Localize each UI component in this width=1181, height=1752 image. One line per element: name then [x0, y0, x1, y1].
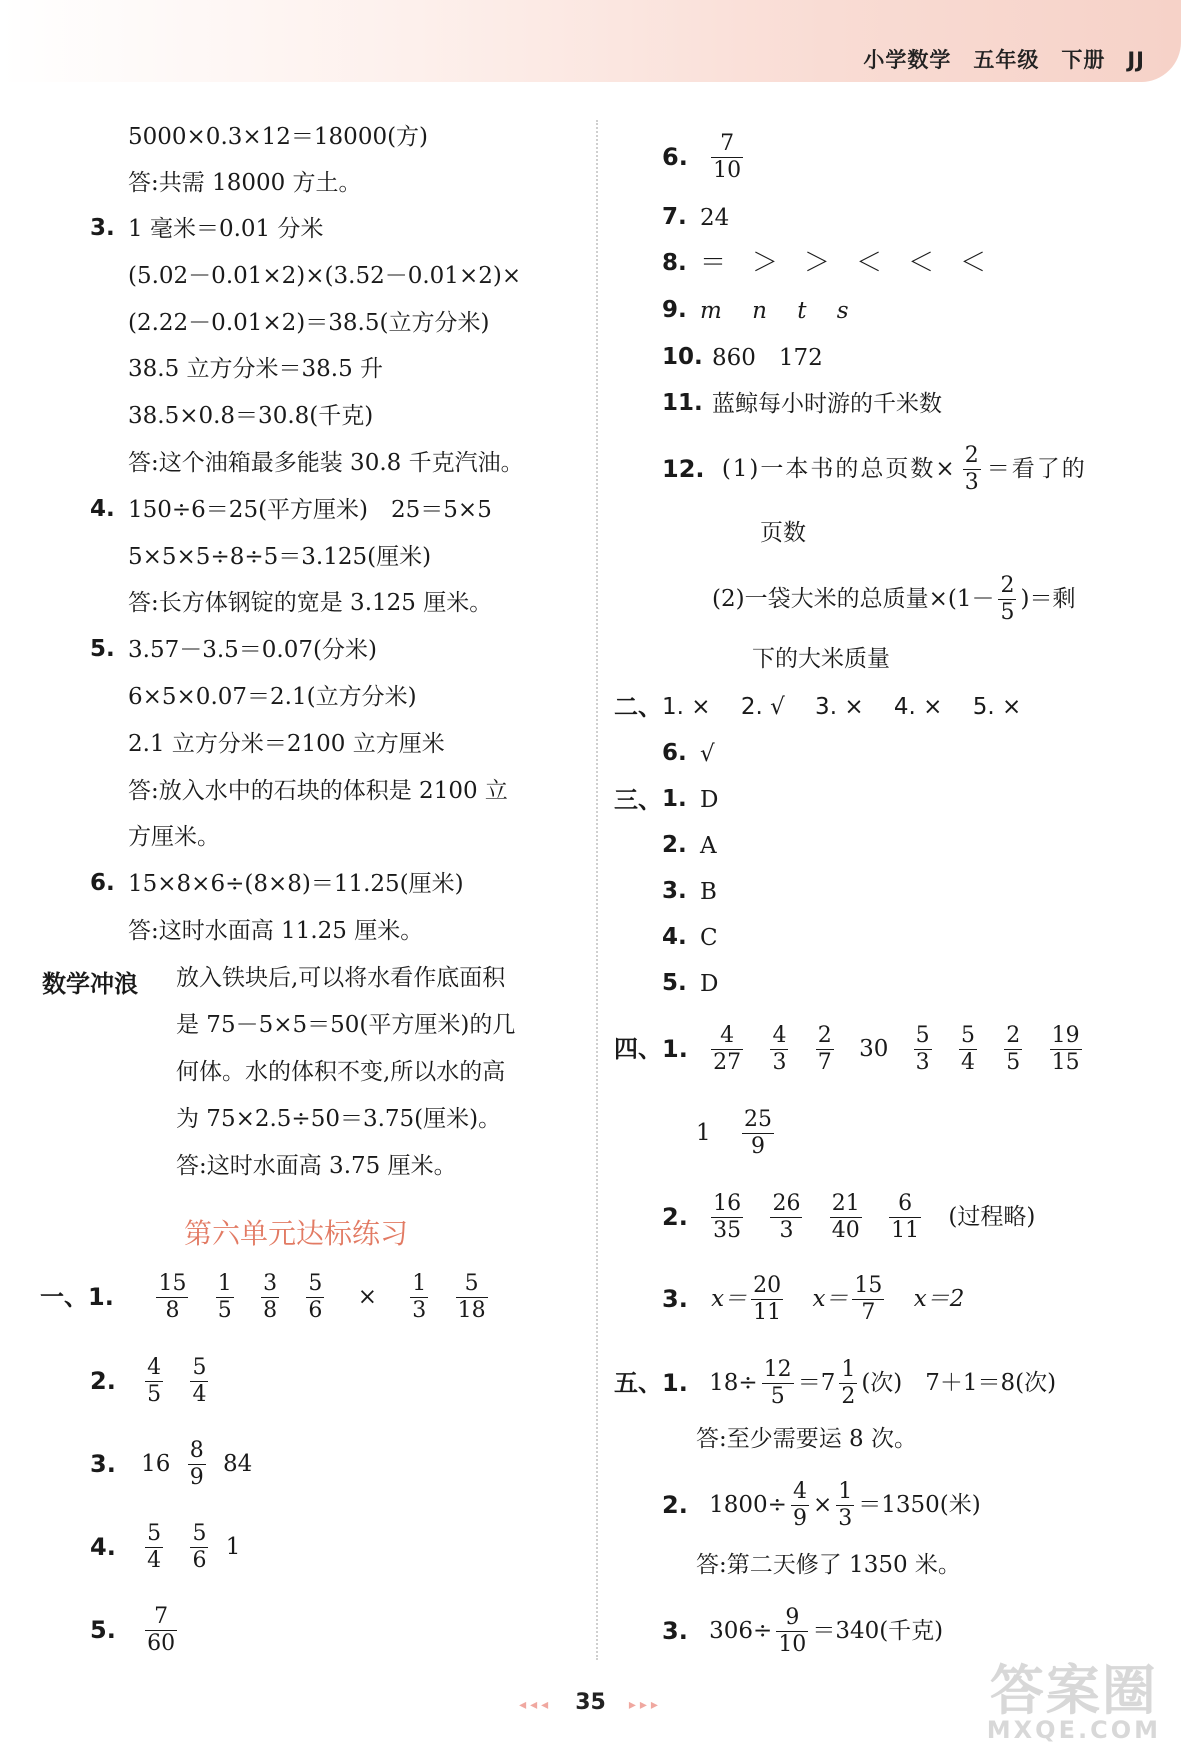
column-divider: [596, 120, 598, 1660]
answer-note: (过程略): [948, 1204, 1036, 1230]
answer-line: 答:共需 18000 方土。: [128, 170, 362, 196]
equation-text: ＝1350(米): [858, 1492, 981, 1518]
answer-line: 答:第二天修了 1350 米。: [696, 1552, 961, 1578]
fraction: $\frac{2}{7}$: [817, 1022, 832, 1075]
fraction: $\frac{2}{5}$: [1006, 1022, 1021, 1075]
section-label: 四、: [614, 1035, 662, 1063]
question-number: 7.: [662, 204, 687, 230]
question-number: 6.: [662, 740, 687, 766]
answer-row: [712, 566, 1075, 631]
answer-row: [90, 1514, 240, 1579]
answer-value: 30: [859, 1036, 889, 1062]
fraction: $\frac{7}{60}$: [147, 1603, 176, 1656]
answer-line: 3.57－3.5＝0.07(分米): [128, 637, 377, 663]
answer-text: 下的大米质量: [752, 646, 890, 672]
fraction: $\frac{15}{8}$: [158, 1270, 187, 1323]
header-label: [841, 44, 1145, 74]
next-arrows-icon: ▸▸▸: [628, 1697, 662, 1713]
challenge-line: 答:这时水面高 3.75 厘米。: [176, 1153, 457, 1179]
question-number: 3.: [662, 878, 687, 904]
answer-row: [662, 436, 1087, 501]
fraction: $\frac{5}{18}$: [457, 1270, 486, 1323]
question-number: 3.: [90, 1450, 116, 1478]
answer-value: 84: [223, 1451, 253, 1477]
answer-text: (1－: [947, 586, 995, 612]
fraction: $\frac{1}{2}$: [841, 1356, 856, 1409]
answer-line: 方厘米。: [128, 824, 220, 850]
fraction: $\frac{5}{4}$: [147, 1520, 162, 1573]
page-number: 35: [575, 1690, 606, 1715]
cross-mark: ×: [357, 1284, 377, 1310]
answer-line: 答:至少需要运 8 次。: [696, 1426, 918, 1452]
answer-value: 860 172: [712, 345, 823, 371]
fraction: $\frac{16}{35}$: [713, 1190, 742, 1243]
question-number: 10.: [662, 344, 703, 370]
answer-row: [662, 1266, 964, 1331]
fraction: $\frac{25}{9}$: [743, 1106, 772, 1159]
equation-text: ＝340(千克): [812, 1618, 944, 1644]
answer-value: 1: [225, 1534, 241, 1560]
question-number: 8.: [662, 250, 687, 276]
equation-text: 18÷: [709, 1370, 758, 1396]
equation-text: x＝: [711, 1286, 748, 1312]
section-label: 一、: [40, 1283, 88, 1311]
unit-title: 第六单元达标练习: [184, 1217, 409, 1250]
equation-text: 306÷: [709, 1618, 773, 1644]
question-number: 2.: [662, 1203, 688, 1231]
answer-value: 24: [700, 205, 730, 231]
question-number: 3.: [90, 215, 115, 241]
question-number: 2.: [90, 1367, 116, 1395]
choice-answer: C: [700, 925, 718, 951]
section-label: 三、: [614, 786, 662, 814]
question-number: 5.: [90, 636, 115, 662]
answer-text: (2)一袋大米的总质量×: [712, 586, 948, 612]
answer-line: 15×8×6÷(8×8)＝11.25(厘米): [128, 871, 464, 897]
edition: JJ: [1127, 48, 1145, 72]
fraction: $\frac{5}{4}$: [192, 1354, 207, 1407]
question-number: 12.: [662, 455, 705, 483]
question-number: 2.: [662, 1491, 688, 1519]
fraction: $\frac{4}{3}$: [772, 1022, 787, 1075]
fraction: $\frac{9}{10}$: [778, 1604, 807, 1657]
fraction: $\frac{4}{9}$: [792, 1478, 807, 1531]
challenge-label: 数学冲浪: [42, 970, 138, 998]
equation-text: ＝7: [797, 1370, 836, 1396]
fraction: $\frac{12}{5}$: [763, 1356, 792, 1409]
question-number: 2.: [662, 832, 687, 858]
true-false-answers: 1. × 2. √ 3. × 4. × 5. ×: [662, 694, 1022, 720]
challenge-line: 何体。水的体积不变,所以水的高: [176, 1059, 506, 1085]
question-number: 1.: [662, 1369, 688, 1397]
question-number: 4.: [662, 924, 687, 950]
section-1-row-1: [40, 1264, 498, 1329]
answer-line: 38.5 立方分米＝38.5 升: [128, 356, 384, 382]
fraction: $\frac{1}{5}$: [217, 1270, 232, 1323]
answer-row: [90, 1348, 218, 1413]
answer-value: 蓝鲸每小时游的千米数: [712, 391, 942, 417]
question-number: 6.: [90, 870, 115, 896]
question-number: 3.: [662, 1617, 688, 1645]
question-number: 3.: [662, 1285, 688, 1313]
fraction: $\frac{8}{9}$: [189, 1437, 204, 1490]
question-number: 1.: [88, 1283, 114, 1311]
question-number: 4.: [90, 496, 115, 522]
answer-line: 答:放入水中的石块的体积是 2100 立: [128, 778, 508, 804]
fraction: $\frac{1}{3}$: [838, 1478, 853, 1531]
answer-text: 页数: [760, 520, 806, 546]
fraction: $\frac{2}{3}$: [964, 442, 979, 495]
answer-row: [90, 1597, 187, 1662]
fraction: $\frac{15}{7}$: [854, 1272, 883, 1325]
answer-line: 答:长方体钢锭的宽是 3.125 厘米。: [128, 590, 493, 616]
equation-text: (次) 7＋1＝8(次): [861, 1370, 1057, 1396]
answer-row: [614, 1350, 1056, 1415]
fraction: $\frac{7}{10}$: [713, 130, 742, 183]
answer-line: 1 毫米＝0.01 分米: [128, 216, 324, 242]
answer-value: √: [700, 741, 715, 767]
section-label: 五、: [614, 1369, 662, 1397]
fraction: $\frac{5}{6}$: [308, 1270, 323, 1323]
volume: 下册: [1061, 48, 1106, 72]
equation-text: x＝: [812, 1286, 849, 1312]
fraction: $\frac{26}{3}$: [772, 1190, 801, 1243]
answer-value: 1: [696, 1120, 711, 1146]
answer-line: 答:这时水面高 11.25 厘米。: [128, 918, 424, 944]
answer-value: ＝ ＞ ＞ ＜ ＜ ＜: [700, 248, 987, 278]
question-number: 1.: [662, 786, 687, 812]
fraction: $\frac{5}{3}$: [915, 1022, 930, 1075]
challenge-line: 是 75－5×5＝50(平方厘米)的几: [176, 1012, 516, 1038]
challenge-line: 放入铁块后,可以将水看作底面积: [176, 965, 506, 991]
answer-text: ＝看了的: [986, 456, 1087, 482]
choice-answer: D: [700, 971, 719, 997]
question-number: 5.: [90, 1616, 116, 1644]
fraction: $\frac{6}{11}$: [891, 1190, 920, 1243]
answer-value: m n t s: [700, 298, 849, 324]
challenge-line: 为 75×2.5÷50＝3.75(厘米)。: [176, 1106, 502, 1132]
fraction: $\frac{20}{11}$: [753, 1272, 782, 1325]
fraction: $\frac{4}{5}$: [147, 1354, 162, 1407]
section-4-row-1: [614, 1016, 1092, 1081]
question-number: 1.: [662, 1035, 688, 1063]
answer-line: 5×5×5÷8÷5＝3.125(厘米): [128, 544, 432, 570]
fraction: $\frac{5}{6}$: [192, 1520, 207, 1573]
answer-row: [662, 1598, 943, 1663]
choice-answer: B: [700, 879, 717, 905]
fraction: $\frac{19}{15}$: [1051, 1022, 1080, 1075]
equation-text: 1800÷: [709, 1492, 787, 1518]
question-number: 11.: [662, 390, 703, 416]
fraction: $\frac{4}{27}$: [713, 1022, 742, 1075]
fraction: $\frac{21}{40}$: [831, 1190, 860, 1243]
question-number: 6.: [662, 143, 688, 171]
answer-row: [696, 1100, 784, 1165]
prev-arrows-icon: ◂◂◂: [519, 1697, 553, 1713]
answer-row: [662, 124, 753, 189]
answer-text: )＝剩: [1020, 586, 1076, 612]
fraction: $\frac{1}{3}$: [412, 1270, 427, 1323]
answer-line: 6×5×0.07＝2.1(立方分米): [128, 684, 417, 710]
choice-answer: A: [700, 833, 717, 859]
equation-text: ×: [812, 1492, 833, 1518]
choice-answer: D: [700, 787, 719, 813]
answer-line: (5.02－0.01×2)×(3.52－0.01×2)×: [128, 263, 522, 289]
subject: 小学数学: [863, 48, 952, 72]
question-number: 9.: [662, 297, 687, 323]
question-number: 5.: [662, 970, 687, 996]
answer-line: (2.22－0.01×2)＝38.5(立方分米): [128, 310, 490, 336]
answer-row: [90, 1431, 252, 1496]
answer-line: 5000×0.3×12＝18000(方): [128, 124, 429, 150]
answer-text: (1)一本书的总页数×: [721, 456, 957, 482]
answer-line: 150÷6＝25(平方厘米) 25＝5×5: [128, 497, 492, 523]
answer-line: 2.1 立方分米＝2100 立方厘米: [128, 731, 445, 757]
watermark-url: MXQE.COM: [986, 1716, 1161, 1744]
watermark-title: 答案圈: [989, 1659, 1158, 1722]
fraction: $\frac{3}{8}$: [263, 1270, 278, 1323]
section-label: 二、: [614, 693, 662, 721]
grade: 五年级: [973, 48, 1040, 72]
fraction: $\frac{2}{5}$: [1000, 572, 1015, 625]
answer-line: 38.5×0.8＝30.8(千克): [128, 403, 374, 429]
question-number: 4.: [90, 1533, 116, 1561]
fraction: $\frac{5}{4}$: [960, 1022, 975, 1075]
answer-value: 16: [141, 1451, 171, 1477]
answer-line: 答:这个油箱最多能装 30.8 千克汽油。: [128, 450, 524, 476]
answer-row: [662, 1472, 981, 1537]
watermark-logo: [986, 1659, 1161, 1744]
answer-row: [662, 1184, 1035, 1249]
equation-text: x＝2: [913, 1286, 965, 1312]
